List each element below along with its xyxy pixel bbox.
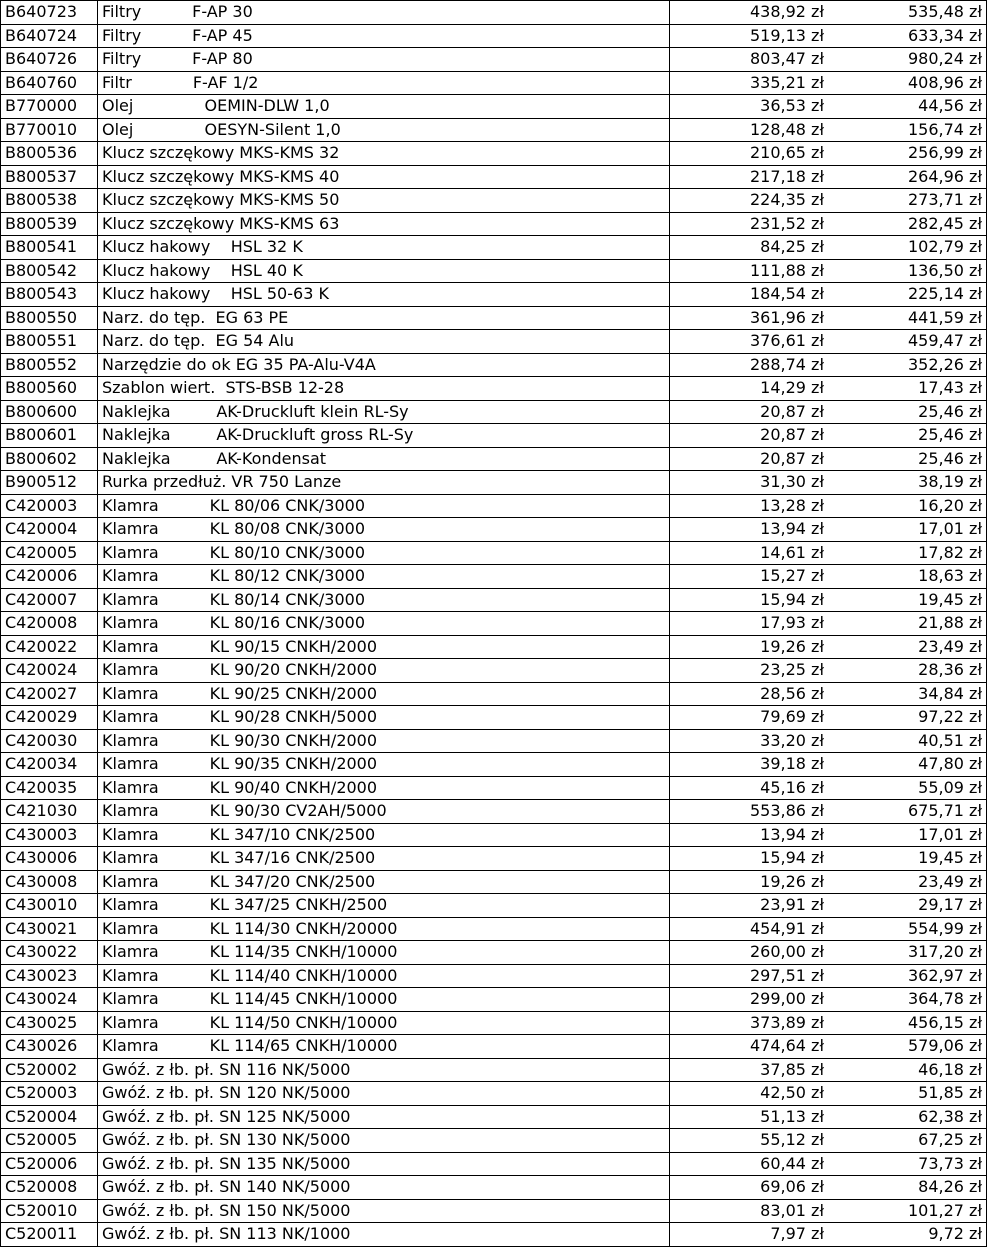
gross-price-cell: 19,45 zł (828, 588, 987, 612)
gross-price-cell: 459,47 zł (828, 330, 987, 354)
net-price-cell: 13,94 zł (670, 823, 829, 847)
gross-price-cell: 102,79 zł (828, 236, 987, 260)
product-code-cell: B800602 (1, 447, 98, 471)
gross-price-cell: 16,20 zł (828, 494, 987, 518)
product-code-cell: B800543 (1, 283, 98, 307)
net-price-cell: 111,88 zł (670, 259, 829, 283)
table-row (1, 118, 987, 142)
table-row (1, 541, 987, 565)
gross-price-cell: 17,01 zł (828, 823, 987, 847)
table-row (1, 588, 987, 612)
gross-price-cell: 441,59 zł (828, 306, 987, 330)
product-name-cell: Klamra KL 114/45 CNKH/10000 (98, 988, 670, 1012)
product-code-cell: B640726 (1, 48, 98, 72)
gross-price-cell: 46,18 zł (828, 1058, 987, 1082)
gross-price-cell: 9,72 zł (828, 1223, 987, 1247)
product-code-cell: B640760 (1, 71, 98, 95)
table-row (1, 1129, 987, 1153)
product-name-cell: Olej OESYN-Silent 1,0 (98, 118, 670, 142)
product-name-cell: Gwóź. z łb. pł. SN 113 NK/1000 (98, 1223, 670, 1247)
net-price-cell: 13,28 zł (670, 494, 829, 518)
gross-price-cell: 84,26 zł (828, 1176, 987, 1200)
gross-price-cell: 408,96 zł (828, 71, 987, 95)
net-price-cell: 519,13 zł (670, 24, 829, 48)
gross-price-cell: 17,82 zł (828, 541, 987, 565)
product-code-cell: C420035 (1, 776, 98, 800)
product-code-cell: B800601 (1, 424, 98, 448)
net-price-cell: 84,25 zł (670, 236, 829, 260)
table-row (1, 917, 987, 941)
net-price-cell: 454,91 zł (670, 917, 829, 941)
table-row (1, 283, 987, 307)
net-price-cell: 361,96 zł (670, 306, 829, 330)
net-price-cell: 299,00 zł (670, 988, 829, 1012)
product-name-cell: Klamra KL 90/30 CNKH/2000 (98, 729, 670, 753)
product-code-cell: C520003 (1, 1082, 98, 1106)
table-row (1, 1223, 987, 1247)
product-code-cell: C520008 (1, 1176, 98, 1200)
product-name-cell: Klucz szczękowy MKS-KMS 40 (98, 165, 670, 189)
product-code-cell: C420034 (1, 753, 98, 777)
net-price-cell: 288,74 zł (670, 353, 829, 377)
net-price-cell: 69,06 zł (670, 1176, 829, 1200)
product-name-cell: Klucz szczękowy MKS-KMS 50 (98, 189, 670, 213)
net-price-cell: 19,26 zł (670, 635, 829, 659)
net-price-cell: 20,87 zł (670, 447, 829, 471)
gross-price-cell: 18,63 zł (828, 565, 987, 589)
product-name-cell: Klamra KL 90/40 CNKH/2000 (98, 776, 670, 800)
product-code-cell: C520010 (1, 1199, 98, 1223)
net-price-cell: 128,48 zł (670, 118, 829, 142)
table-row (1, 1082, 987, 1106)
table-row (1, 142, 987, 166)
gross-price-cell: 364,78 zł (828, 988, 987, 1012)
table-row (1, 48, 987, 72)
product-code-cell: B800552 (1, 353, 98, 377)
product-name-cell: Filtry F-AP 45 (98, 24, 670, 48)
product-code-cell: B800550 (1, 306, 98, 330)
product-code-cell: C420006 (1, 565, 98, 589)
table-row (1, 1, 987, 25)
net-price-cell: 14,29 zł (670, 377, 829, 401)
product-name-cell: Gwóź. z łb. pł. SN 125 NK/5000 (98, 1105, 670, 1129)
table-row (1, 1011, 987, 1035)
product-code-cell: B800538 (1, 189, 98, 213)
net-price-cell: 33,20 zł (670, 729, 829, 753)
gross-price-cell: 28,36 zł (828, 659, 987, 683)
product-name-cell: Gwóź. z łb. pł. SN 140 NK/5000 (98, 1176, 670, 1200)
table-row (1, 212, 987, 236)
gross-price-cell: 29,17 zł (828, 894, 987, 918)
product-name-cell: Klamra KL 80/06 CNK/3000 (98, 494, 670, 518)
product-code-cell: C420008 (1, 612, 98, 636)
table-row (1, 447, 987, 471)
net-price-cell: 31,30 zł (670, 471, 829, 495)
product-code-cell: B900512 (1, 471, 98, 495)
net-price-cell: 28,56 zł (670, 682, 829, 706)
product-code-cell: C430010 (1, 894, 98, 918)
product-name-cell: Klamra KL 90/25 CNKH/2000 (98, 682, 670, 706)
product-name-cell: Gwóź. z łb. pł. SN 150 NK/5000 (98, 1199, 670, 1223)
gross-price-cell: 535,48 zł (828, 1, 987, 25)
table-row (1, 964, 987, 988)
table-row (1, 377, 987, 401)
product-name-cell: Klamra KL 80/14 CNK/3000 (98, 588, 670, 612)
product-name-cell: Klamra KL 90/28 CNKH/5000 (98, 706, 670, 730)
table-row (1, 353, 987, 377)
table-row (1, 400, 987, 424)
product-name-cell: Klamra KL 114/35 CNKH/10000 (98, 941, 670, 965)
product-name-cell: Narz. do tęp. EG 63 PE (98, 306, 670, 330)
table-row (1, 306, 987, 330)
table-row (1, 823, 987, 847)
net-price-cell: 231,52 zł (670, 212, 829, 236)
table-row (1, 682, 987, 706)
table-row (1, 189, 987, 213)
product-name-cell: Klucz hakowy HSL 32 K (98, 236, 670, 260)
product-code-cell: C420003 (1, 494, 98, 518)
gross-price-cell: 352,26 zł (828, 353, 987, 377)
product-code-cell: B800539 (1, 212, 98, 236)
product-name-cell: Klamra KL 347/25 CNKH/2500 (98, 894, 670, 918)
net-price-cell: 60,44 zł (670, 1152, 829, 1176)
product-name-cell: Narz. do tęp. EG 54 Alu (98, 330, 670, 354)
net-price-cell: 15,27 zł (670, 565, 829, 589)
product-name-cell: Klamra KL 347/16 CNK/2500 (98, 847, 670, 871)
gross-price-cell: 225,14 zł (828, 283, 987, 307)
net-price-cell: 55,12 zł (670, 1129, 829, 1153)
product-code-cell: C430026 (1, 1035, 98, 1059)
table-row (1, 1199, 987, 1223)
table-row (1, 165, 987, 189)
table-row (1, 424, 987, 448)
product-code-cell: C420005 (1, 541, 98, 565)
gross-price-cell: 67,25 zł (828, 1129, 987, 1153)
product-name-cell: Klamra KL 90/20 CNKH/2000 (98, 659, 670, 683)
product-name-cell: Klamra KL 80/10 CNK/3000 (98, 541, 670, 565)
gross-price-cell: 62,38 zł (828, 1105, 987, 1129)
product-code-cell: C520002 (1, 1058, 98, 1082)
gross-price-cell: 17,43 zł (828, 377, 987, 401)
gross-price-cell: 456,15 zł (828, 1011, 987, 1035)
product-code-cell: C430025 (1, 1011, 98, 1035)
gross-price-cell: 47,80 zł (828, 753, 987, 777)
gross-price-cell: 554,99 zł (828, 917, 987, 941)
product-name-cell: Klamra KL 90/35 CNKH/2000 (98, 753, 670, 777)
gross-price-cell: 17,01 zł (828, 518, 987, 542)
product-code-cell: B770000 (1, 95, 98, 119)
product-code-cell: C430024 (1, 988, 98, 1012)
product-code-cell: B800560 (1, 377, 98, 401)
net-price-cell: 45,16 zł (670, 776, 829, 800)
product-code-cell: C420027 (1, 682, 98, 706)
gross-price-cell: 40,51 zł (828, 729, 987, 753)
table-row (1, 635, 987, 659)
gross-price-cell: 34,84 zł (828, 682, 987, 706)
gross-price-cell: 25,46 zł (828, 424, 987, 448)
net-price-cell: 15,94 zł (670, 588, 829, 612)
net-price-cell: 39,18 zł (670, 753, 829, 777)
net-price-cell: 36,53 zł (670, 95, 829, 119)
table-row (1, 1152, 987, 1176)
table-row (1, 941, 987, 965)
table-row (1, 471, 987, 495)
table-row (1, 95, 987, 119)
net-price-cell: 803,47 zł (670, 48, 829, 72)
table-row (1, 706, 987, 730)
product-code-cell: C520011 (1, 1223, 98, 1247)
gross-price-cell: 136,50 zł (828, 259, 987, 283)
product-name-cell: Klucz szczękowy MKS-KMS 63 (98, 212, 670, 236)
net-price-cell: 376,61 zł (670, 330, 829, 354)
product-code-cell: B800542 (1, 259, 98, 283)
product-code-cell: B770010 (1, 118, 98, 142)
product-name-cell: Naklejka AK-Druckluft klein RL-Sy (98, 400, 670, 424)
net-price-cell: 373,89 zł (670, 1011, 829, 1035)
table-row (1, 565, 987, 589)
product-code-cell: B800600 (1, 400, 98, 424)
product-name-cell: Olej OEMIN-DLW 1,0 (98, 95, 670, 119)
product-name-cell: Szablon wiert. STS-BSB 12-28 (98, 377, 670, 401)
net-price-cell: 79,69 zł (670, 706, 829, 730)
gross-price-cell: 44,56 zł (828, 95, 987, 119)
product-code-cell: C520005 (1, 1129, 98, 1153)
table-row (1, 71, 987, 95)
product-name-cell: Klucz hakowy HSL 40 K (98, 259, 670, 283)
product-code-cell: C430008 (1, 870, 98, 894)
product-name-cell: Rurka przedłuż. VR 750 Lanze (98, 471, 670, 495)
table-row (1, 1058, 987, 1082)
net-price-cell: 51,13 zł (670, 1105, 829, 1129)
product-code-cell: B800537 (1, 165, 98, 189)
table-row (1, 870, 987, 894)
gross-price-cell: 19,45 zł (828, 847, 987, 871)
product-code-cell: C420030 (1, 729, 98, 753)
table-row (1, 988, 987, 1012)
product-code-cell: C420007 (1, 588, 98, 612)
net-price-cell: 37,85 zł (670, 1058, 829, 1082)
product-name-cell: Klamra KL 347/10 CNK/2500 (98, 823, 670, 847)
product-name-cell: Narzędzie do ok EG 35 PA-Alu-V4A (98, 353, 670, 377)
table-row (1, 330, 987, 354)
gross-price-cell: 55,09 zł (828, 776, 987, 800)
product-code-cell: C420004 (1, 518, 98, 542)
gross-price-cell: 25,46 zł (828, 447, 987, 471)
product-name-cell: Klamra KL 80/16 CNK/3000 (98, 612, 670, 636)
net-price-cell: 7,97 zł (670, 1223, 829, 1247)
product-code-cell: C520004 (1, 1105, 98, 1129)
gross-price-cell: 21,88 zł (828, 612, 987, 636)
table-row (1, 659, 987, 683)
product-name-cell: Gwóź. z łb. pł. SN 130 NK/5000 (98, 1129, 670, 1153)
gross-price-cell: 273,71 zł (828, 189, 987, 213)
product-name-cell: Gwóź. z łb. pł. SN 116 NK/5000 (98, 1058, 670, 1082)
gross-price-cell: 73,73 zł (828, 1152, 987, 1176)
table-row (1, 259, 987, 283)
net-price-cell: 17,93 zł (670, 612, 829, 636)
table-row (1, 847, 987, 871)
table-row (1, 24, 987, 48)
product-code-cell: C430022 (1, 941, 98, 965)
net-price-cell: 20,87 zł (670, 424, 829, 448)
product-code-cell: C421030 (1, 800, 98, 824)
net-price-cell: 13,94 zł (670, 518, 829, 542)
net-price-cell: 260,00 zł (670, 941, 829, 965)
gross-price-cell: 579,06 zł (828, 1035, 987, 1059)
product-code-cell: B800536 (1, 142, 98, 166)
product-name-cell: Gwóź. z łb. pł. SN 135 NK/5000 (98, 1152, 670, 1176)
gross-price-cell: 633,34 zł (828, 24, 987, 48)
gross-price-cell: 675,71 zł (828, 800, 987, 824)
product-name-cell: Klamra KL 80/12 CNK/3000 (98, 565, 670, 589)
product-name-cell: Filtry F-AP 80 (98, 48, 670, 72)
net-price-cell: 217,18 zł (670, 165, 829, 189)
net-price-cell: 474,64 zł (670, 1035, 829, 1059)
product-name-cell: Klamra KL 90/30 CV2AH/5000 (98, 800, 670, 824)
product-code-cell: C420029 (1, 706, 98, 730)
product-code-cell: B800541 (1, 236, 98, 260)
product-name-cell: Klamra KL 114/65 CNKH/10000 (98, 1035, 670, 1059)
product-name-cell: Filtry F-AP 30 (98, 1, 670, 25)
product-code-cell: C420022 (1, 635, 98, 659)
product-name-cell: Klamra KL 114/30 CNKH/20000 (98, 917, 670, 941)
net-price-cell: 297,51 zł (670, 964, 829, 988)
table-row (1, 612, 987, 636)
gross-price-cell: 23,49 zł (828, 870, 987, 894)
net-price-cell: 224,35 zł (670, 189, 829, 213)
net-price-cell: 438,92 zł (670, 1, 829, 25)
table-row (1, 776, 987, 800)
table-row (1, 800, 987, 824)
table-row (1, 1105, 987, 1129)
net-price-cell: 15,94 zł (670, 847, 829, 871)
gross-price-cell: 256,99 zł (828, 142, 987, 166)
product-name-cell: Naklejka AK-Kondensat (98, 447, 670, 471)
product-name-cell: Klucz hakowy HSL 50-63 K (98, 283, 670, 307)
net-price-cell: 83,01 zł (670, 1199, 829, 1223)
table-row (1, 894, 987, 918)
net-price-cell: 14,61 zł (670, 541, 829, 565)
net-price-cell: 42,50 zł (670, 1082, 829, 1106)
gross-price-cell: 264,96 zł (828, 165, 987, 189)
product-name-cell: Naklejka AK-Druckluft gross RL-Sy (98, 424, 670, 448)
table-row (1, 1035, 987, 1059)
product-code-cell: C420024 (1, 659, 98, 683)
price-list-body (1, 1, 987, 1247)
net-price-cell: 184,54 zł (670, 283, 829, 307)
gross-price-cell: 282,45 zł (828, 212, 987, 236)
product-name-cell: Klamra KL 347/20 CNK/2500 (98, 870, 670, 894)
product-code-cell: C430003 (1, 823, 98, 847)
gross-price-cell: 362,97 zł (828, 964, 987, 988)
product-name-cell: Gwóź. z łb. pł. SN 120 NK/5000 (98, 1082, 670, 1106)
table-row (1, 518, 987, 542)
table-row (1, 494, 987, 518)
net-price-cell: 553,86 zł (670, 800, 829, 824)
net-price-cell: 19,26 zł (670, 870, 829, 894)
product-code-cell: C520006 (1, 1152, 98, 1176)
gross-price-cell: 980,24 zł (828, 48, 987, 72)
product-name-cell: Klamra KL 114/40 CNKH/10000 (98, 964, 670, 988)
gross-price-cell: 317,20 zł (828, 941, 987, 965)
net-price-cell: 23,25 zł (670, 659, 829, 683)
product-code-cell: C430006 (1, 847, 98, 871)
net-price-cell: 20,87 zł (670, 400, 829, 424)
gross-price-cell: 23,49 zł (828, 635, 987, 659)
gross-price-cell: 38,19 zł (828, 471, 987, 495)
net-price-cell: 23,91 zł (670, 894, 829, 918)
product-code-cell: C430021 (1, 917, 98, 941)
product-code-cell: B640724 (1, 24, 98, 48)
gross-price-cell: 156,74 zł (828, 118, 987, 142)
net-price-cell: 335,21 zł (670, 71, 829, 95)
product-name-cell: Klamra KL 90/15 CNKH/2000 (98, 635, 670, 659)
gross-price-cell: 97,22 zł (828, 706, 987, 730)
product-name-cell: Klucz szczękowy MKS-KMS 32 (98, 142, 670, 166)
table-row (1, 236, 987, 260)
product-code-cell: B800551 (1, 330, 98, 354)
table-row (1, 1176, 987, 1200)
gross-price-cell: 25,46 zł (828, 400, 987, 424)
product-name-cell: Klamra KL 114/50 CNKH/10000 (98, 1011, 670, 1035)
product-code-cell: B640723 (1, 1, 98, 25)
product-name-cell: Filtr F-AF 1/2 (98, 71, 670, 95)
product-code-cell: C430023 (1, 964, 98, 988)
product-name-cell: Klamra KL 80/08 CNK/3000 (98, 518, 670, 542)
gross-price-cell: 101,27 zł (828, 1199, 987, 1223)
gross-price-cell: 51,85 zł (828, 1082, 987, 1106)
table-row (1, 729, 987, 753)
table-row (1, 753, 987, 777)
net-price-cell: 210,65 zł (670, 142, 829, 166)
